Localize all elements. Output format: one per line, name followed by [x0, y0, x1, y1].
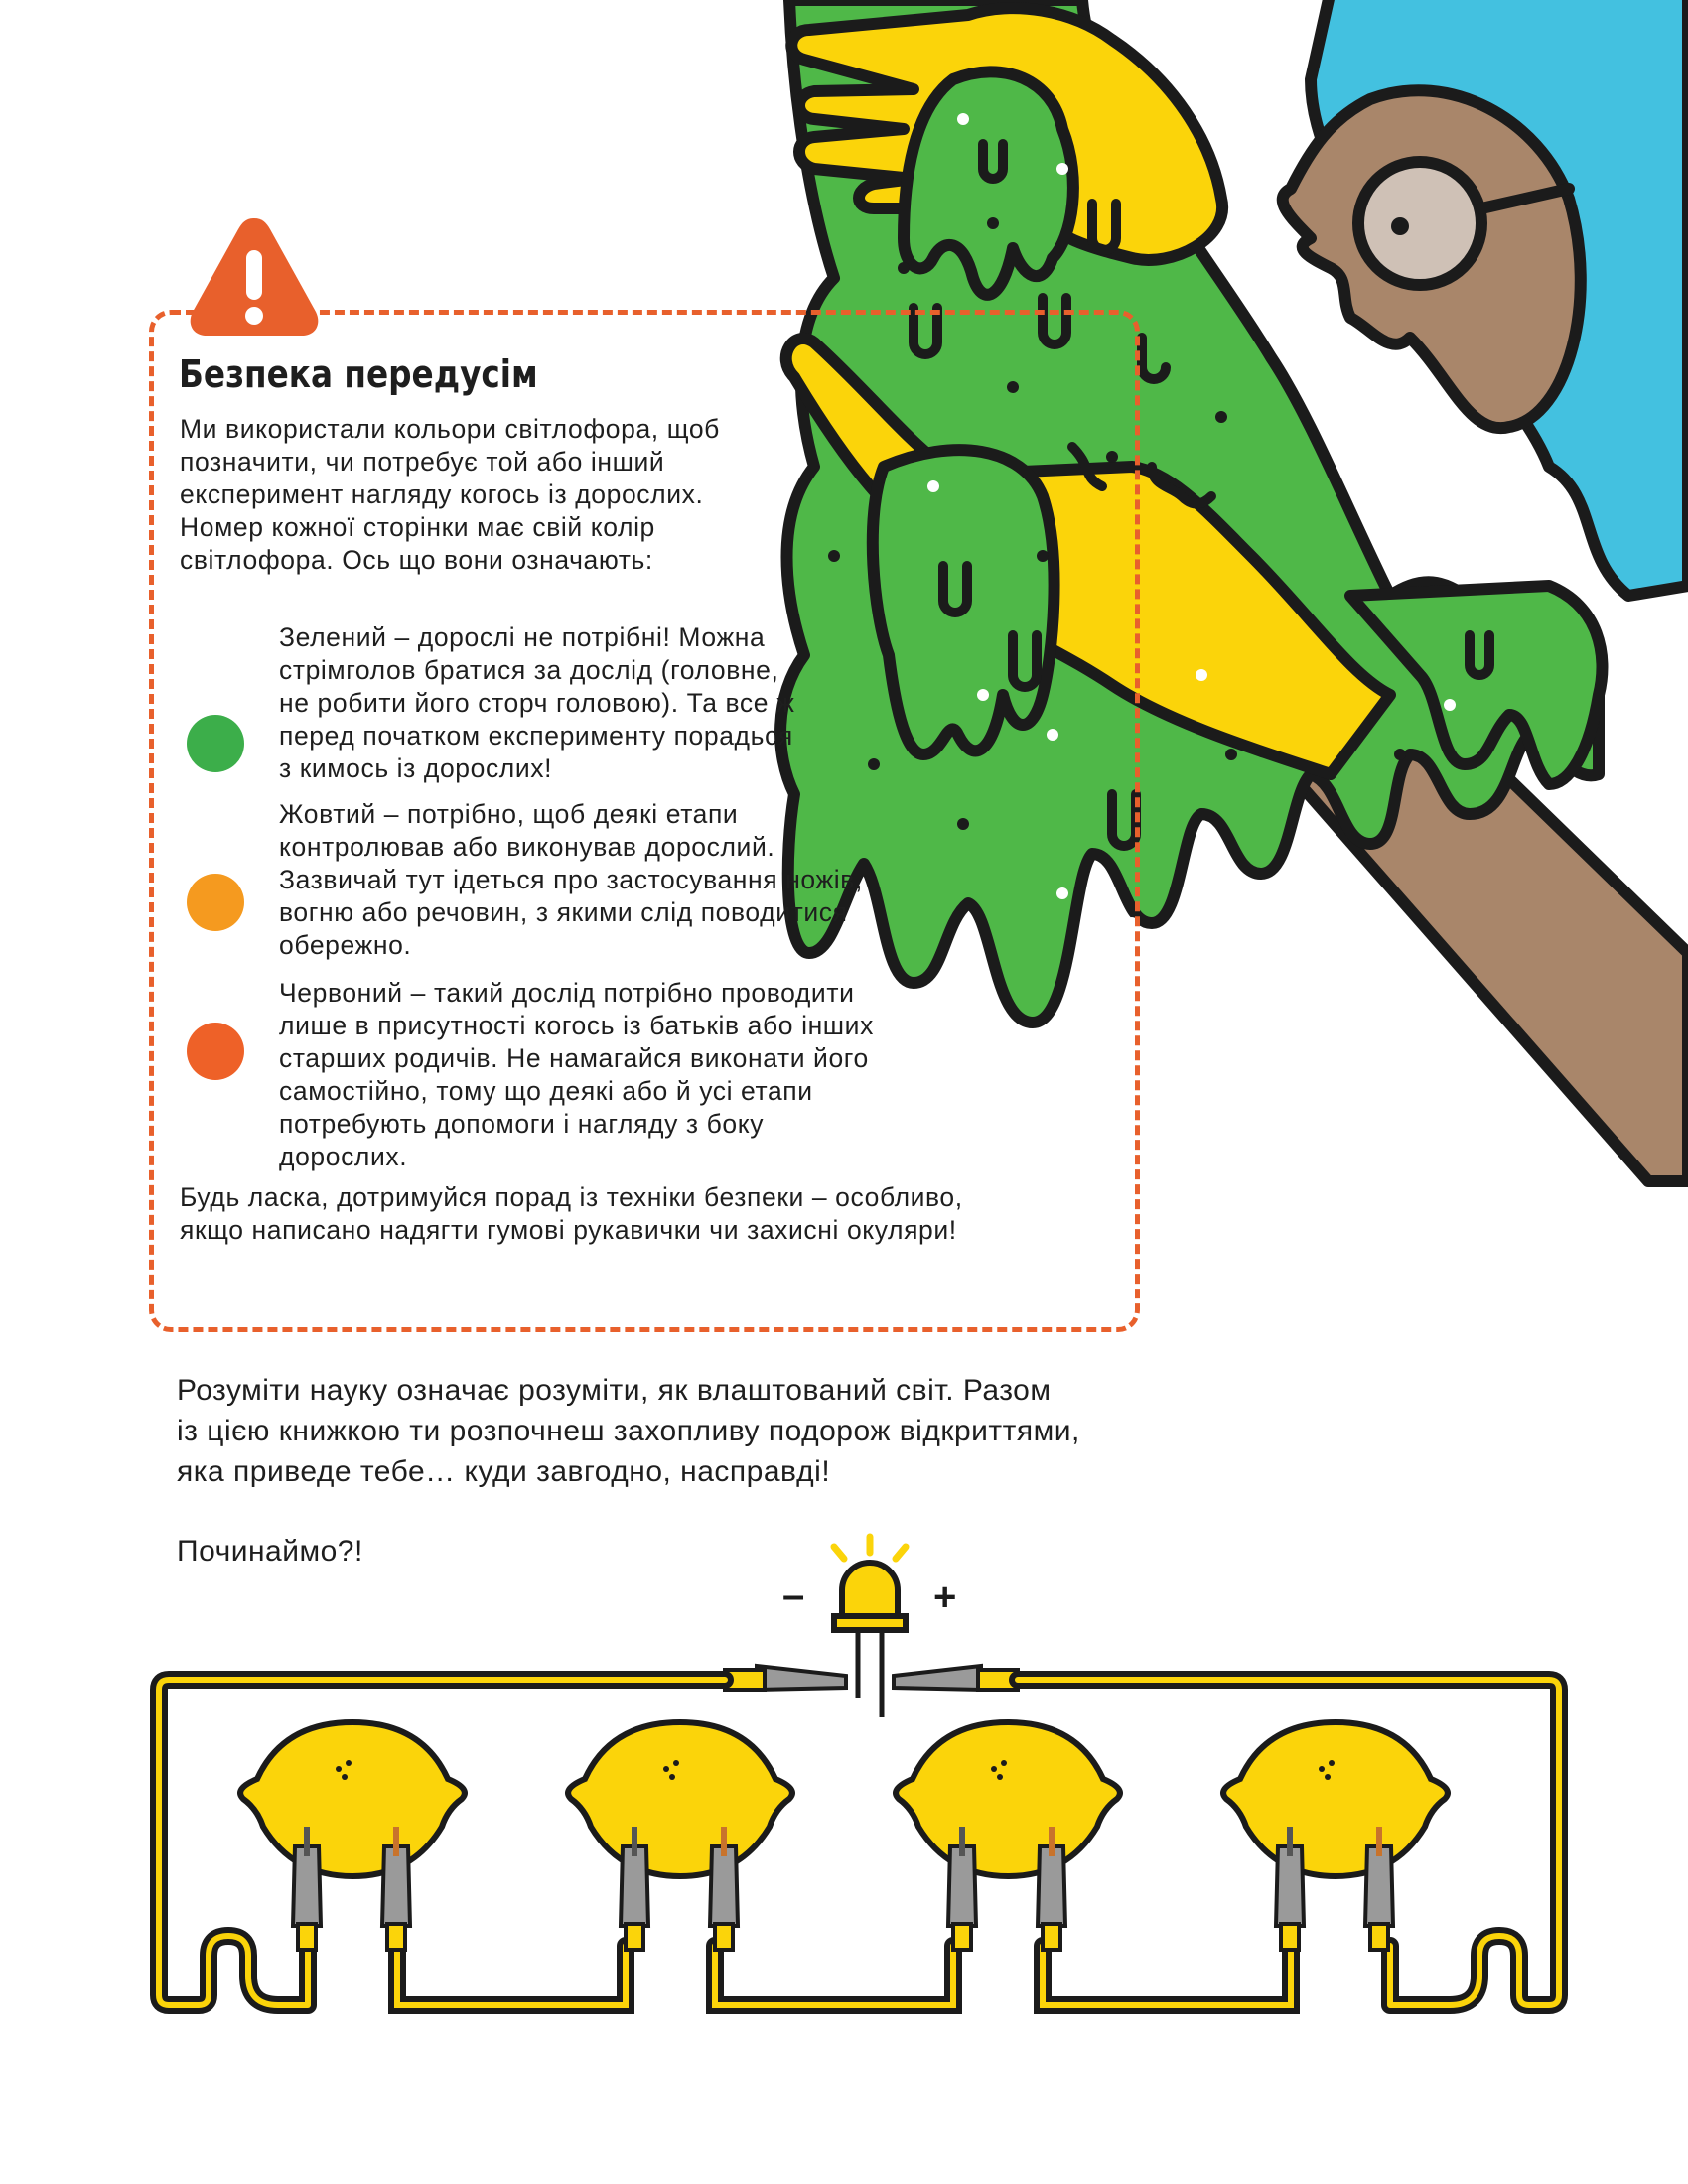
alligator-clip	[621, 1846, 648, 1926]
led-icon	[834, 1563, 906, 1717]
text-line: не робити його сторч головою). Та все ж	[279, 688, 795, 718]
text-line: самостійно, тому що деякі або й усі етапи	[279, 1076, 813, 1106]
glasses-lens	[1358, 162, 1481, 285]
lemon-wires	[397, 1946, 1291, 2005]
clip-sleeve	[387, 1924, 405, 1950]
lemon-dot	[1319, 1766, 1325, 1772]
top-clips	[725, 1666, 1018, 1690]
lemon-dot	[336, 1766, 342, 1772]
lemon-dot	[669, 1774, 675, 1780]
text-line: перед початком експерименту порадься	[279, 721, 793, 751]
green-light-dot	[187, 715, 244, 772]
clip-sleeve	[1281, 1924, 1299, 1950]
red-level-text	[279, 977, 875, 1173]
text-line: Будь ласка, дотримуйся порад із техніки безпеки – особливо,	[180, 1182, 963, 1212]
lemon-dot	[1001, 1760, 1007, 1766]
text-line: якщо написано надягти гумові рукавички чи захисні окуляри!	[180, 1215, 957, 1245]
red-light-dot	[187, 1023, 244, 1080]
alligator-clip	[293, 1846, 321, 1926]
yellow-light-dot	[187, 874, 244, 931]
lemon	[240, 1722, 465, 1950]
clip-sleeve	[715, 1924, 733, 1950]
lemon	[1223, 1722, 1448, 1950]
text-line: Номер кожної сторінки має свій колір	[180, 512, 655, 542]
alligator-clip	[1276, 1846, 1304, 1926]
safety-closing	[180, 1181, 1073, 1247]
lets-go-text: Починаймо?!	[177, 1535, 363, 1568]
text-line: із цією книжкою ти розпочнеш захопливу подорож відкриттями,	[177, 1415, 1080, 1447]
lemon-body	[568, 1722, 792, 1876]
text-line: з кимось із дорослих!	[279, 753, 553, 783]
alligator-clip	[382, 1846, 410, 1926]
lemon-dot	[673, 1760, 679, 1766]
lemon-dot	[1325, 1774, 1331, 1780]
outro-paragraph	[177, 1370, 1170, 1492]
text-line: лише в присутності когось із батьків або інших	[279, 1011, 874, 1040]
text-line: експеримент нагляду когось із дорослих.	[180, 479, 704, 509]
lemon-dot	[663, 1766, 669, 1772]
lemons	[240, 1722, 1448, 1950]
clip-sleeve	[298, 1924, 316, 1950]
text-line: яка приведе тебе… куди завгодно, насправді!	[177, 1455, 831, 1488]
clip-sleeve	[626, 1924, 643, 1950]
alligator-clip	[1365, 1846, 1393, 1926]
text-line: позначити, чи потребує той або інший	[180, 447, 665, 477]
text-line: Червоний – такий дослід потрібно проводити	[279, 978, 855, 1008]
text-line: старших родичів. Не намагайся виконати його	[279, 1043, 869, 1073]
text-line: потребують допомоги і нагляду з боку дорослих.	[279, 1109, 765, 1171]
text-line: Жовтий – потрібно, щоб деякі етапи	[279, 799, 739, 829]
clip-sleeve	[1370, 1924, 1388, 1950]
alligator-clip	[1038, 1846, 1065, 1926]
plus-label: +	[933, 1575, 957, 1619]
text-line: світлофора. Ось що вони означають:	[180, 545, 653, 575]
lemon-dot	[1329, 1760, 1335, 1766]
lemon	[568, 1722, 792, 1950]
text-line: вогню або речовин, з якими слід поводитися	[279, 897, 848, 927]
safety-title: Безпека передусім	[179, 352, 538, 396]
text-line: контролював або виконував дорослий.	[279, 832, 775, 862]
lemon-dot	[342, 1774, 348, 1780]
led-rays	[834, 1537, 906, 1559]
eye-pupil	[1391, 217, 1409, 235]
lemon-body	[1223, 1722, 1448, 1876]
text-line: Розуміти науку означає розуміти, як влаштований світ. Разом	[177, 1374, 1052, 1407]
text-line: Ми використали кольори світлофора, щоб	[180, 414, 720, 444]
lemon-body	[240, 1722, 465, 1876]
lemon-dot	[346, 1760, 352, 1766]
alligator-clip	[948, 1846, 976, 1926]
yellow-level-text	[279, 798, 875, 962]
warning-triangle-icon	[185, 208, 324, 342]
alligator-clip	[710, 1846, 738, 1926]
text-line: обережно.	[279, 930, 412, 960]
clip-sleeve	[953, 1924, 971, 1950]
green-level-text	[279, 621, 875, 785]
safety-intro	[180, 413, 815, 577]
text-line: стрімголов братися за дослід (головне,	[279, 655, 779, 685]
lemon-dot	[991, 1766, 997, 1772]
clip-sleeve	[1043, 1924, 1060, 1950]
text-line: Зазвичай тут ідеться про застосування ножів,	[279, 865, 863, 894]
lemon-dot	[997, 1774, 1003, 1780]
lemon-circuit-illustration	[139, 1529, 1569, 2045]
slime-drip-upper	[904, 71, 1073, 295]
lemon-body	[896, 1722, 1120, 1876]
text-line: Зелений – дорослі не потрібні! Можна	[279, 622, 766, 652]
minus-label: –	[782, 1573, 805, 1617]
lemon	[896, 1722, 1120, 1950]
